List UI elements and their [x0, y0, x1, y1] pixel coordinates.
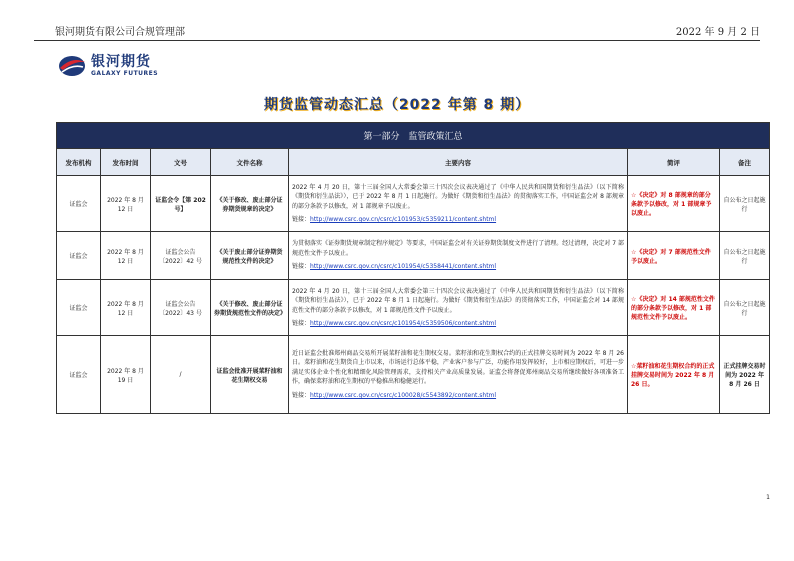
row-note: 自公布之日起施行	[720, 232, 770, 280]
row-content	[289, 176, 628, 232]
row-doc-number: 证监会令【第 202 号】	[151, 176, 211, 232]
row-date: 2022 年 8 月 12 日	[101, 280, 151, 336]
row-link[interactable]: http://www.csrc.gov.cn/csrc/c100028/c5543892/content.shtml	[310, 391, 497, 399]
column-header: 备注	[720, 149, 770, 176]
policy-table	[56, 122, 770, 414]
row-doc-number: 证监会公告〔2022〕43 号	[151, 280, 211, 336]
row-doc-name: 证监会批准开展菜籽油和花生期权交易	[211, 336, 289, 414]
row-note: 自公布之日起施行	[720, 176, 770, 232]
row-note: 自公布之日起施行	[720, 280, 770, 336]
column-header: 发布机构	[57, 149, 101, 176]
row-link[interactable]: http://www.csrc.gov.cn/csrc/c101953/c5359211/content.shtml	[310, 216, 497, 223]
row-content-text: 近日证监会批准郑州商品交易所开展菜籽油和花生期权交易。菜籽油和花生期权合约的正式挂牌交易时间为 2022 年 8 月 26 日。菜籽油和花生期货自上市以来，市场运行总体平稳，产业客户参与广泛，功能作用发挥较好，上市相应期权后，可进一步满足实体企业个性化和精细化风险管理需求，支持相关产业高质量发展。证监会将督促郑州商品交易所继续做好各项准备工作，确保菜籽油和花生期权的平稳推出和稳健运行。	[292, 349, 624, 386]
galaxy-logo-icon	[57, 53, 87, 79]
row-link[interactable]: http://www.csrc.gov.cn/csrc/c101954/c5359506/content.shtml	[310, 320, 497, 327]
column-header: 文号	[151, 149, 211, 176]
row-date: 2022 年 8 月 12 日	[101, 176, 151, 232]
row-org: 证监会	[57, 336, 101, 414]
page-number: 1	[766, 494, 770, 501]
page-title: 期货监管动态汇总（2022 年第 8 期）	[263, 97, 531, 113]
row-org: 证监会	[57, 176, 101, 232]
row-link[interactable]: http://www.csrc.gov.cn/csrc/c101954/c5358441/content.shtml	[310, 263, 497, 271]
header-date: 2022 年 9 月 2 日	[675, 27, 760, 38]
table-row	[57, 336, 770, 414]
row-org: 证监会	[57, 280, 101, 336]
row-note: 正式挂牌交易时间为 2022 年 8 月 26 日	[720, 336, 770, 414]
link-label: 链接：	[292, 391, 311, 399]
row-doc-name: 《关于修改、废止部分证券期货规范性文件的决定》	[211, 280, 289, 336]
header-left: 银河期货有限公司合规管理部	[55, 27, 185, 38]
column-header: 主要内容	[289, 149, 628, 176]
section-title: 第一部分 监管政策汇总	[57, 123, 770, 149]
row-org: 证监会	[57, 232, 101, 280]
row-date: 2022 年 8 月 12 日	[101, 232, 151, 280]
row-date: 2022 年 8 月 19 日	[101, 336, 151, 414]
row-content-text: 2022 年 4 月 20 日，第十三届全国人大常委会第三十四次会议表决通过了《中华人民共和国期货和衍生品法》（以下简称《期货和衍生品法》），已于 2022 年 8 月 1 日起施行。为做好《期货和衍生品法》的贯彻落实工作，中国证监会对 14 部规范性文件的部分条款予以修改，对 1 部规范性文件予以废止。	[292, 287, 624, 314]
row-content	[289, 280, 628, 336]
row-doc-number: /	[151, 336, 211, 414]
row-content-text: 2022 年 4 月 20 日，第十三届全国人大常委会第三十四次会议表决通过了《中华人民共和国期货和衍生品法》（以下简称《期货和衍生品法》），已于 2022 年 8 月 1 日起施行。为做好《期货和衍生品法》的贯彻落实工作，中国证监会对 8 部规章的部分条款予以修改，对 1 部规章予以废止。	[292, 183, 624, 210]
row-doc-name: 《关于废止部分证券期货规范性文件的决定》	[211, 232, 289, 280]
column-header: 文件名称	[211, 149, 289, 176]
column-header: 发布时间	[101, 149, 151, 176]
row-comment: ☆《决定》对 14 部规范性文件的部分条款予以修改，对 1 部规范性文件予以废止。	[628, 280, 720, 336]
logo-name-cn: 银河期货	[91, 54, 151, 70]
column-header: 简评	[628, 149, 720, 176]
table-row	[57, 232, 770, 280]
row-comment: ☆菜籽油和花生期权合约的正式挂牌交易时间为 2022 年 8 月 26 日。	[628, 336, 720, 414]
logo-name-en: GALAXY FUTURES	[91, 70, 159, 77]
header-divider	[34, 40, 760, 41]
row-doc-name: 《关于修改、废止部分证券期货规章的决定》	[211, 176, 289, 232]
link-label: 链接：	[292, 216, 311, 223]
row-comment: ☆《决定》对 8 部规章的部分条款予以修改，对 1 部规章予以废止。	[628, 176, 720, 232]
row-content	[289, 232, 628, 280]
link-label: 链接：	[292, 320, 311, 327]
link-label: 链接：	[292, 263, 311, 271]
row-doc-number: 证监会公告〔2022〕42 号	[151, 232, 211, 280]
company-logo	[57, 53, 158, 79]
row-content	[289, 336, 628, 414]
table-row	[57, 176, 770, 232]
table-row	[57, 280, 770, 336]
row-comment: ☆《决定》对 7 部规范性文件予以废止。	[628, 232, 720, 280]
row-content-text: 为贯彻落实《证券期货规章制定程序规定》等要求，中国证监会对有关证券期货制度文件进行了清理。经过清理，决定对 7 部规范性文件予以废止。	[292, 240, 624, 257]
